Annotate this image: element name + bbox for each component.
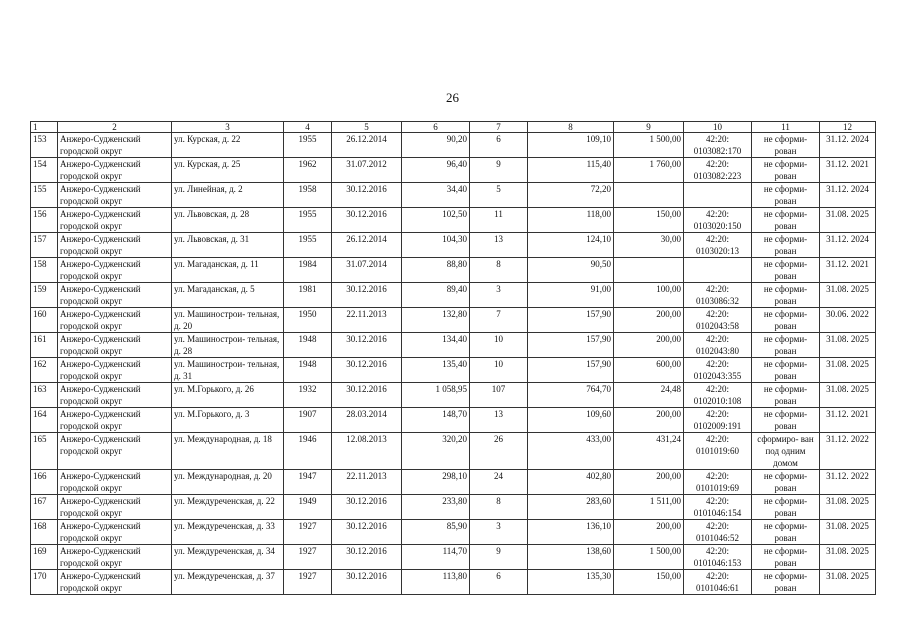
column-header: 11 [752, 122, 820, 133]
count-cell: 6 [470, 570, 528, 595]
table-row [31, 308, 876, 333]
amount-cell: 30,00 [614, 233, 684, 258]
year-cell: 1984 [284, 258, 332, 283]
amount-cell: 1 511,00 [614, 495, 684, 520]
count-cell: 5 [470, 183, 528, 208]
table-row [31, 133, 876, 158]
municipality-cell: Анжеро-Судженский городской округ [58, 470, 172, 495]
count-cell: 107 [470, 383, 528, 408]
deadline-cell: 31.08. 2025 [820, 333, 876, 358]
amount-cell: 200,00 [614, 308, 684, 333]
address-cell: ул. Междуреченская, д. 22 [172, 495, 284, 520]
total-area-cell: 157,90 [528, 308, 614, 333]
deadline-cell: 31.08. 2025 [820, 520, 876, 545]
year-cell: 1927 [284, 520, 332, 545]
count-cell: 8 [470, 258, 528, 283]
column-header: 6 [402, 122, 470, 133]
cadastral-number-cell: 42:20: 0102043:355 [684, 358, 752, 383]
municipality-cell: Анжеро-Судженский городской округ [58, 408, 172, 433]
year-cell: 1955 [284, 233, 332, 258]
date-cell: 30.12.2016 [332, 383, 402, 408]
land-status-cell: не сформи- рован [752, 308, 820, 333]
area-cell: 96,40 [402, 158, 470, 183]
municipality-cell: Анжеро-Судженский городской округ [58, 258, 172, 283]
amount-cell: 200,00 [614, 520, 684, 545]
total-area-cell: 109,60 [528, 408, 614, 433]
area-cell: 90,20 [402, 133, 470, 158]
municipality-cell: Анжеро-Судженский городской округ [58, 570, 172, 595]
count-cell: 9 [470, 545, 528, 570]
address-cell: ул. Линейная, д. 2 [172, 183, 284, 208]
amount-cell: 150,00 [614, 208, 684, 233]
area-cell: 34,40 [402, 183, 470, 208]
address-cell: ул. Машинострои- тельная, д. 28 [172, 333, 284, 358]
land-status-cell: не сформи- рован [752, 208, 820, 233]
year-cell: 1946 [284, 433, 332, 470]
deadline-cell: 31.12. 2021 [820, 258, 876, 283]
date-cell: 31.07.2014 [332, 258, 402, 283]
cadastral-number-cell: 42:20: 0102043:58 [684, 308, 752, 333]
area-cell: 88,80 [402, 258, 470, 283]
deadline-cell: 31.08. 2025 [820, 283, 876, 308]
cadastral-number-cell: 42:20: 0103086:32 [684, 283, 752, 308]
area-cell: 132,80 [402, 308, 470, 333]
address-cell: ул. Львовская, д. 31 [172, 233, 284, 258]
cadastral-number-cell [684, 183, 752, 208]
count-cell: 9 [470, 158, 528, 183]
count-cell: 6 [470, 133, 528, 158]
cadastral-number-cell: 42:20: 0103082:170 [684, 133, 752, 158]
area-cell: 320,20 [402, 433, 470, 470]
area-cell: 104,30 [402, 233, 470, 258]
land-status-cell: не сформи- рован [752, 520, 820, 545]
total-area-cell: 283,60 [528, 495, 614, 520]
year-cell: 1927 [284, 570, 332, 595]
deadline-cell: 31.12. 2021 [820, 158, 876, 183]
table-row [31, 433, 876, 470]
land-status-cell: не сформи- рован [752, 333, 820, 358]
year-cell: 1949 [284, 495, 332, 520]
area-cell: 298,10 [402, 470, 470, 495]
deadline-cell: 31.12. 2024 [820, 183, 876, 208]
deadline-cell: 31.12. 2022 [820, 433, 876, 470]
municipality-cell: Анжеро-Судженский городской округ [58, 333, 172, 358]
municipality-cell: Анжеро-Судженский городской округ [58, 133, 172, 158]
year-cell: 1962 [284, 158, 332, 183]
table-row [31, 208, 876, 233]
deadline-cell: 31.08. 2025 [820, 545, 876, 570]
deadline-cell: 30.06. 2022 [820, 308, 876, 333]
count-cell: 13 [470, 233, 528, 258]
land-status-cell: не сформи- рован [752, 545, 820, 570]
municipality-cell: Анжеро-Судженский городской округ [58, 358, 172, 383]
address-cell: ул. Магаданская, д. 11 [172, 258, 284, 283]
cadastral-number-cell: 42:20: 0101046:154 [684, 495, 752, 520]
address-cell: ул. Магаданская, д. 5 [172, 283, 284, 308]
year-cell: 1958 [284, 183, 332, 208]
total-area-cell: 91,00 [528, 283, 614, 308]
address-cell: ул. Международная, д. 18 [172, 433, 284, 470]
row-number-cell: 164 [31, 408, 58, 433]
column-header: 2 [58, 122, 172, 133]
address-cell: ул. М.Горького, д. 26 [172, 383, 284, 408]
area-cell: 1 058,95 [402, 383, 470, 408]
date-cell: 30.12.2016 [332, 570, 402, 595]
deadline-cell: 31.12. 2024 [820, 133, 876, 158]
total-area-cell: 109,10 [528, 133, 614, 158]
land-status-cell: не сформи- рован [752, 183, 820, 208]
deadline-cell: 31.08. 2025 [820, 358, 876, 383]
address-cell: ул. Машинострои- тельная, д. 20 [172, 308, 284, 333]
total-area-cell: 433,00 [528, 433, 614, 470]
column-header: 12 [820, 122, 876, 133]
deadline-cell: 31.12. 2021 [820, 408, 876, 433]
municipality-cell: Анжеро-Судженский городской округ [58, 308, 172, 333]
year-cell: 1981 [284, 283, 332, 308]
amount-cell [614, 183, 684, 208]
count-cell: 24 [470, 470, 528, 495]
cadastral-number-cell: 42:20: 0101019:60 [684, 433, 752, 470]
table-row [31, 545, 876, 570]
column-header: 5 [332, 122, 402, 133]
row-number-cell: 170 [31, 570, 58, 595]
table-row [31, 258, 876, 283]
date-cell: 30.12.2016 [332, 545, 402, 570]
area-cell: 89,40 [402, 283, 470, 308]
land-status-cell: не сформи- рован [752, 383, 820, 408]
amount-cell: 150,00 [614, 570, 684, 595]
table-row [31, 383, 876, 408]
count-cell: 8 [470, 495, 528, 520]
column-header: 8 [528, 122, 614, 133]
year-cell: 1950 [284, 308, 332, 333]
area-cell: 114,70 [402, 545, 470, 570]
header-row [31, 122, 876, 133]
address-cell: ул. Междуреченская, д. 37 [172, 570, 284, 595]
deadline-cell: 31.08. 2025 [820, 208, 876, 233]
count-cell: 13 [470, 408, 528, 433]
total-area-cell: 90,50 [528, 258, 614, 283]
column-header: 7 [470, 122, 528, 133]
total-area-cell: 764,70 [528, 383, 614, 408]
table-row [31, 333, 876, 358]
area-cell: 134,40 [402, 333, 470, 358]
area-cell: 102,50 [402, 208, 470, 233]
amount-cell: 200,00 [614, 333, 684, 358]
date-cell: 30.12.2016 [332, 520, 402, 545]
year-cell: 1932 [284, 383, 332, 408]
total-area-cell: 157,90 [528, 358, 614, 383]
row-number-cell: 163 [31, 383, 58, 408]
row-number-cell: 156 [31, 208, 58, 233]
address-cell: ул. М.Горького, д. 3 [172, 408, 284, 433]
date-cell: 22.11.2013 [332, 308, 402, 333]
row-number-cell: 169 [31, 545, 58, 570]
date-cell: 30.12.2016 [332, 358, 402, 383]
deadline-cell: 31.12. 2024 [820, 233, 876, 258]
table-row [31, 570, 876, 595]
address-cell: ул. Курская, д. 22 [172, 133, 284, 158]
count-cell: 11 [470, 208, 528, 233]
address-cell: ул. Междуреченская, д. 33 [172, 520, 284, 545]
date-cell: 30.12.2016 [332, 495, 402, 520]
municipality-cell: Анжеро-Судженский городской округ [58, 520, 172, 545]
row-number-cell: 159 [31, 283, 58, 308]
deadline-cell: 31.08. 2025 [820, 570, 876, 595]
column-header: 9 [614, 122, 684, 133]
land-status-cell: не сформи- рован [752, 158, 820, 183]
address-cell: ул. Международная, д. 20 [172, 470, 284, 495]
row-number-cell: 165 [31, 433, 58, 470]
row-number-cell: 166 [31, 470, 58, 495]
cadastral-number-cell: 42:20: 0101046:153 [684, 545, 752, 570]
amount-cell: 200,00 [614, 470, 684, 495]
year-cell: 1955 [284, 133, 332, 158]
cadastral-number-cell: 42:20: 0101019:69 [684, 470, 752, 495]
total-area-cell: 118,00 [528, 208, 614, 233]
cadastral-number-cell [684, 258, 752, 283]
total-area-cell: 157,90 [528, 333, 614, 358]
address-cell: ул. Львовская, д. 28 [172, 208, 284, 233]
land-status-cell: не сформи- рован [752, 283, 820, 308]
amount-cell: 100,00 [614, 283, 684, 308]
date-cell: 26.12.2014 [332, 133, 402, 158]
year-cell: 1948 [284, 358, 332, 383]
date-cell: 26.12.2014 [332, 233, 402, 258]
date-cell: 30.12.2016 [332, 208, 402, 233]
area-cell: 135,40 [402, 358, 470, 383]
area-cell: 233,80 [402, 495, 470, 520]
year-cell: 1947 [284, 470, 332, 495]
table-row [31, 358, 876, 383]
municipality-cell: Анжеро-Судженский городской округ [58, 208, 172, 233]
count-cell: 3 [470, 520, 528, 545]
land-status-cell: не сформи- рован [752, 570, 820, 595]
row-number-cell: 154 [31, 158, 58, 183]
municipality-cell: Анжеро-Судженский городской округ [58, 545, 172, 570]
land-status-cell: не сформи- рован [752, 495, 820, 520]
total-area-cell: 136,10 [528, 520, 614, 545]
deadline-cell: 31.08. 2025 [820, 383, 876, 408]
land-status-cell: не сформи- рован [752, 258, 820, 283]
cadastral-number-cell: 42:20: 0102009:191 [684, 408, 752, 433]
deadline-cell: 31.08. 2025 [820, 495, 876, 520]
land-status-cell: не сформи- рован [752, 133, 820, 158]
column-header: 3 [172, 122, 284, 133]
column-header: 1 [31, 122, 58, 133]
row-number-cell: 168 [31, 520, 58, 545]
area-cell: 148,70 [402, 408, 470, 433]
count-cell: 7 [470, 308, 528, 333]
date-cell: 30.12.2016 [332, 183, 402, 208]
year-cell: 1927 [284, 545, 332, 570]
count-cell: 3 [470, 283, 528, 308]
total-area-cell: 402,80 [528, 470, 614, 495]
amount-cell: 1 500,00 [614, 545, 684, 570]
count-cell: 26 [470, 433, 528, 470]
table-row [31, 183, 876, 208]
row-number-cell: 162 [31, 358, 58, 383]
row-number-cell: 155 [31, 183, 58, 208]
row-number-cell: 167 [31, 495, 58, 520]
municipality-cell: Анжеро-Судженский городской округ [58, 383, 172, 408]
table-row [31, 495, 876, 520]
date-cell: 28.03.2014 [332, 408, 402, 433]
address-cell: ул. Курская, д. 25 [172, 158, 284, 183]
count-cell: 10 [470, 333, 528, 358]
land-status-cell: сформиро- ван под одним домом [752, 433, 820, 470]
page-number: 26 [446, 90, 459, 105]
column-header: 4 [284, 122, 332, 133]
deadline-cell: 31.12. 2022 [820, 470, 876, 495]
cadastral-number-cell: 42:20: 0102010:108 [684, 383, 752, 408]
cadastral-number-cell: 42:20: 0103020:13 [684, 233, 752, 258]
table-row [31, 283, 876, 308]
municipality-cell: Анжеро-Судженский городской округ [58, 233, 172, 258]
land-status-cell: не сформи- рован [752, 408, 820, 433]
total-area-cell: 72,20 [528, 183, 614, 208]
count-cell: 10 [470, 358, 528, 383]
total-area-cell: 135,30 [528, 570, 614, 595]
total-area-cell: 124,10 [528, 233, 614, 258]
address-cell: ул. Междуреченская, д. 34 [172, 545, 284, 570]
year-cell: 1948 [284, 333, 332, 358]
amount-cell: 431,24 [614, 433, 684, 470]
municipality-cell: Анжеро-Судженский городской округ [58, 495, 172, 520]
date-cell: 30.12.2016 [332, 333, 402, 358]
table-row [31, 408, 876, 433]
row-number-cell: 160 [31, 308, 58, 333]
municipality-cell: Анжеро-Судженский городской округ [58, 158, 172, 183]
amount-cell [614, 258, 684, 283]
address-cell: ул. Машинострои- тельная, д. 31 [172, 358, 284, 383]
date-cell: 22.11.2013 [332, 470, 402, 495]
row-number-cell: 158 [31, 258, 58, 283]
row-number-cell: 161 [31, 333, 58, 358]
cadastral-number-cell: 42:20: 0101046:61 [684, 570, 752, 595]
land-status-cell: не сформи- рован [752, 358, 820, 383]
year-cell: 1907 [284, 408, 332, 433]
cadastral-number-cell: 42:20: 0101046:52 [684, 520, 752, 545]
row-number-cell: 157 [31, 233, 58, 258]
municipality-cell: Анжеро-Судженский городской округ [58, 283, 172, 308]
year-cell: 1955 [284, 208, 332, 233]
table-row [31, 470, 876, 495]
area-cell: 85,90 [402, 520, 470, 545]
cadastral-number-cell: 42:20: 0103020:150 [684, 208, 752, 233]
amount-cell: 24,48 [614, 383, 684, 408]
land-status-cell: не сформи- рован [752, 470, 820, 495]
land-status-cell: не сформи- рован [752, 233, 820, 258]
date-cell: 31.07.2012 [332, 158, 402, 183]
municipality-cell: Анжеро-Судженский городской округ [58, 433, 172, 470]
table-row [31, 520, 876, 545]
housing-registry-table [30, 121, 876, 595]
area-cell: 113,80 [402, 570, 470, 595]
municipality-cell: Анжеро-Судженский городской округ [58, 183, 172, 208]
total-area-cell: 138,60 [528, 545, 614, 570]
total-area-cell: 115,40 [528, 158, 614, 183]
table-row [31, 158, 876, 183]
date-cell: 30.12.2016 [332, 283, 402, 308]
amount-cell: 200,00 [614, 408, 684, 433]
cadastral-number-cell: 42:20: 0103082:223 [684, 158, 752, 183]
table-row [31, 233, 876, 258]
amount-cell: 1 760,00 [614, 158, 684, 183]
cadastral-number-cell: 42:20: 0102043:80 [684, 333, 752, 358]
column-header: 10 [684, 122, 752, 133]
amount-cell: 1 500,00 [614, 133, 684, 158]
date-cell: 12.08.2013 [332, 433, 402, 470]
row-number-cell: 153 [31, 133, 58, 158]
amount-cell: 600,00 [614, 358, 684, 383]
